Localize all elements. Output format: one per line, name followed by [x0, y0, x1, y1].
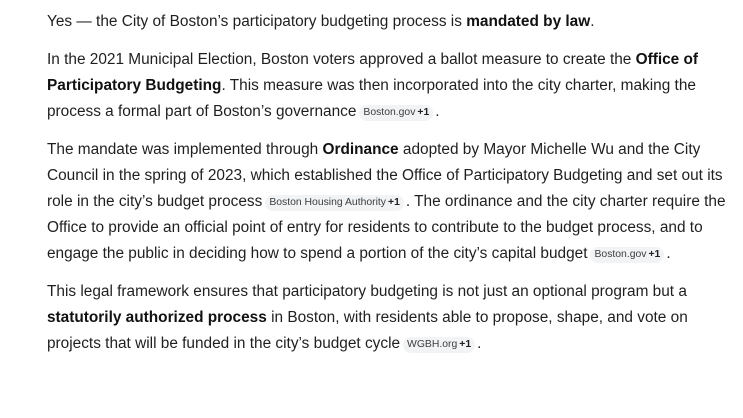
ordinance-text-requirements: . The ordinance and the city charter require the Office to provide an official point of entry for residents to contribute to the budget process, and to engage the public in deciding how to spend a portion of the city’s capital budget	[47, 193, 726, 262]
citation-more-count: +1	[459, 339, 472, 350]
ordinance-text: The mandate was implemented through	[47, 141, 323, 158]
citation-more-count: +1	[388, 197, 400, 208]
framework-text-continued: in Boston, with residents able to propose, shape, and vote on projects that will be funded in the city’s budget cycle	[47, 309, 688, 352]
paragraph-legal-framework	[47, 279, 737, 357]
paragraph-summary	[47, 9, 737, 35]
ordinance-text-continued: adopted by Mayor Michelle Wu and the City Council in the spring of 2023, which established the Office of Participatory Budgeting and set out its role in the city’s budget process	[47, 141, 723, 210]
ballot-text: In the 2021 Municipal Election, Boston voters approved a ballot measure to create the	[47, 51, 636, 68]
emphasis-statutorily-authorized: statutorily authorized process	[47, 309, 267, 326]
framework-period: .	[477, 335, 482, 352]
citation-source: Boston.gov	[363, 107, 416, 118]
citation-more-count: +1	[417, 107, 430, 118]
ordinance-period: .	[666, 245, 671, 262]
citation-source: Boston Housing Authority	[269, 197, 386, 208]
citation-chip-boston-housing-authority[interactable]	[265, 195, 404, 211]
emphasis-office-name: Office of Participatory Budgeting	[47, 51, 699, 94]
paragraph-ballot-measure	[47, 47, 737, 125]
ballot-period: .	[435, 103, 440, 120]
citation-source: Boston.gov	[594, 249, 647, 260]
emphasis-mandated-by-law: mandated by law	[466, 13, 591, 30]
citation-chip-boston-gov[interactable]	[590, 247, 664, 263]
emphasis-ordinance: Ordinance	[322, 141, 399, 158]
citation-chip-boston-gov[interactable]	[359, 105, 433, 121]
summary-text: Yes — the City of Boston’s participatory budgeting process is	[47, 13, 467, 30]
summary-period: .	[590, 13, 595, 30]
paragraph-ordinance	[47, 137, 737, 267]
framework-text: This legal framework ensures that participatory budgeting is not just an optional program but a	[47, 283, 687, 300]
citation-source: WGBH.org	[407, 339, 458, 350]
citation-chip-wgbh[interactable]	[403, 337, 475, 353]
ballot-text-continued: . This measure was then incorporated into the city charter, making the process a formal part of Boston’s governance	[47, 77, 696, 120]
citation-more-count: +1	[648, 249, 661, 260]
